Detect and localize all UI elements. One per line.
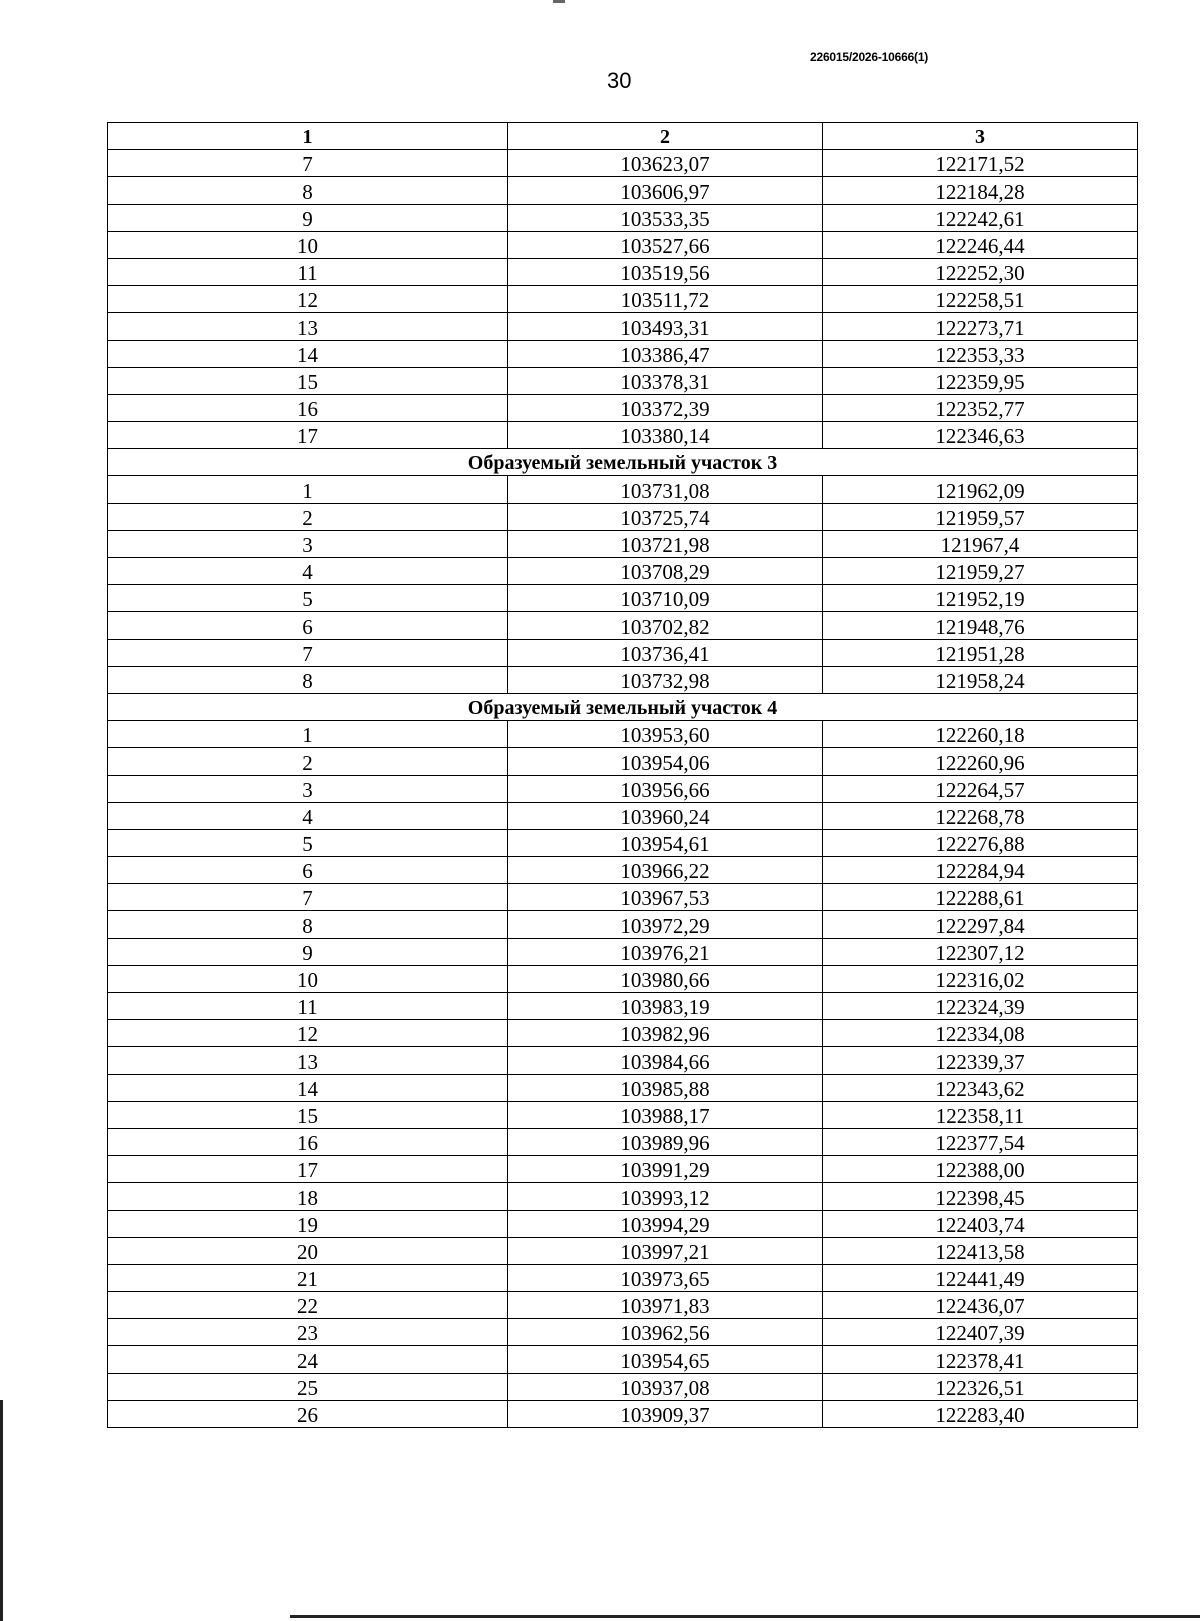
x-coordinate-cell: 103736,41 bbox=[508, 639, 823, 666]
point-number-cell: 3 bbox=[108, 775, 508, 802]
table-row bbox=[108, 476, 1138, 503]
table-row bbox=[108, 802, 1138, 829]
y-coordinate-cell: 122326,51 bbox=[823, 1373, 1138, 1400]
point-number-cell: 22 bbox=[108, 1292, 508, 1319]
table-row bbox=[108, 367, 1138, 394]
y-coordinate-cell: 122403,74 bbox=[823, 1210, 1138, 1237]
x-coordinate-cell: 103988,17 bbox=[508, 1101, 823, 1128]
x-coordinate-cell: 103909,37 bbox=[508, 1400, 823, 1427]
section-title: Образуемый земельный участок 3 bbox=[108, 449, 1138, 476]
table-row bbox=[108, 394, 1138, 421]
table-row bbox=[108, 911, 1138, 938]
point-number-cell: 9 bbox=[108, 204, 508, 231]
table-row bbox=[108, 666, 1138, 693]
point-number-cell: 7 bbox=[108, 884, 508, 911]
point-number-cell: 5 bbox=[108, 829, 508, 856]
y-coordinate-cell: 122339,37 bbox=[823, 1047, 1138, 1074]
point-number-cell: 6 bbox=[108, 612, 508, 639]
x-coordinate-cell: 103606,97 bbox=[508, 177, 823, 204]
x-coordinate-cell: 103985,88 bbox=[508, 1074, 823, 1101]
table-row bbox=[108, 313, 1138, 340]
y-coordinate-cell: 122264,57 bbox=[823, 775, 1138, 802]
point-number-cell: 11 bbox=[108, 258, 508, 285]
point-number-cell: 24 bbox=[108, 1346, 508, 1373]
table-row bbox=[108, 748, 1138, 775]
y-coordinate-cell: 122276,88 bbox=[823, 829, 1138, 856]
x-coordinate-cell: 103623,07 bbox=[508, 150, 823, 177]
point-number-cell: 3 bbox=[108, 530, 508, 557]
table-row bbox=[108, 258, 1138, 285]
point-number-cell: 6 bbox=[108, 857, 508, 884]
table-row bbox=[108, 422, 1138, 449]
y-coordinate-cell: 122343,62 bbox=[823, 1074, 1138, 1101]
x-coordinate-cell: 103721,98 bbox=[508, 530, 823, 557]
point-number-cell: 4 bbox=[108, 802, 508, 829]
table-row bbox=[108, 558, 1138, 585]
y-coordinate-cell: 122436,07 bbox=[823, 1292, 1138, 1319]
point-number-cell: 2 bbox=[108, 748, 508, 775]
x-coordinate-cell: 103956,66 bbox=[508, 775, 823, 802]
table-row bbox=[108, 1128, 1138, 1155]
point-number-cell: 17 bbox=[108, 1156, 508, 1183]
x-coordinate-cell: 103372,39 bbox=[508, 394, 823, 421]
y-coordinate-cell: 122268,78 bbox=[823, 802, 1138, 829]
column-header-y: 3 bbox=[823, 123, 1138, 150]
point-number-cell: 10 bbox=[108, 965, 508, 992]
point-number-cell: 15 bbox=[108, 1101, 508, 1128]
table-row bbox=[108, 938, 1138, 965]
y-coordinate-cell: 122324,39 bbox=[823, 993, 1138, 1020]
x-coordinate-cell: 103993,12 bbox=[508, 1183, 823, 1210]
x-coordinate-cell: 103533,35 bbox=[508, 204, 823, 231]
table-row bbox=[108, 204, 1138, 231]
y-coordinate-cell: 121948,76 bbox=[823, 612, 1138, 639]
page-number: 30 bbox=[607, 68, 632, 93]
column-header-point: 1 bbox=[108, 123, 508, 150]
y-coordinate-cell: 122288,61 bbox=[823, 884, 1138, 911]
table-row bbox=[108, 1183, 1138, 1210]
y-coordinate-cell: 122359,95 bbox=[823, 367, 1138, 394]
x-coordinate-cell: 103732,98 bbox=[508, 666, 823, 693]
y-coordinate-cell: 121958,24 bbox=[823, 666, 1138, 693]
point-number-cell: 10 bbox=[108, 231, 508, 258]
x-coordinate-cell: 103380,14 bbox=[508, 422, 823, 449]
y-coordinate-cell: 122284,94 bbox=[823, 857, 1138, 884]
table-row bbox=[108, 612, 1138, 639]
y-coordinate-cell: 121951,28 bbox=[823, 639, 1138, 666]
x-coordinate-cell: 103980,66 bbox=[508, 965, 823, 992]
table-row bbox=[108, 993, 1138, 1020]
table-row bbox=[108, 1264, 1138, 1291]
point-number-cell: 23 bbox=[108, 1319, 508, 1346]
x-coordinate-cell: 103386,47 bbox=[508, 340, 823, 367]
point-number-cell: 5 bbox=[108, 585, 508, 612]
y-coordinate-cell: 121962,09 bbox=[823, 476, 1138, 503]
table-row bbox=[108, 585, 1138, 612]
point-number-cell: 16 bbox=[108, 1128, 508, 1155]
y-coordinate-cell: 122358,11 bbox=[823, 1101, 1138, 1128]
table-row bbox=[108, 1047, 1138, 1074]
x-coordinate-cell: 103982,96 bbox=[508, 1020, 823, 1047]
table-header-row bbox=[108, 123, 1138, 150]
section-row-plot-3 bbox=[108, 449, 1138, 476]
x-coordinate-cell: 103976,21 bbox=[508, 938, 823, 965]
x-coordinate-cell: 103994,29 bbox=[508, 1210, 823, 1237]
point-number-cell: 16 bbox=[108, 394, 508, 421]
table-row bbox=[108, 775, 1138, 802]
y-coordinate-cell: 122441,49 bbox=[823, 1264, 1138, 1291]
x-coordinate-cell: 103983,19 bbox=[508, 993, 823, 1020]
table-row bbox=[108, 150, 1138, 177]
x-coordinate-cell: 103710,09 bbox=[508, 585, 823, 612]
table-row bbox=[108, 857, 1138, 884]
x-coordinate-cell: 103972,29 bbox=[508, 911, 823, 938]
point-number-cell: 25 bbox=[108, 1373, 508, 1400]
scan-edge-left bbox=[0, 1400, 3, 1621]
table-row bbox=[108, 503, 1138, 530]
table-row bbox=[108, 1319, 1138, 1346]
point-number-cell: 9 bbox=[108, 938, 508, 965]
point-number-cell: 11 bbox=[108, 993, 508, 1020]
y-coordinate-cell: 122413,58 bbox=[823, 1237, 1138, 1264]
y-coordinate-cell: 122283,40 bbox=[823, 1400, 1138, 1427]
point-number-cell: 8 bbox=[108, 666, 508, 693]
x-coordinate-cell: 103954,06 bbox=[508, 748, 823, 775]
table-row bbox=[108, 1210, 1138, 1237]
y-coordinate-cell: 122273,71 bbox=[823, 313, 1138, 340]
x-coordinate-cell: 103511,72 bbox=[508, 286, 823, 313]
table-row bbox=[108, 721, 1138, 748]
point-number-cell: 15 bbox=[108, 367, 508, 394]
y-coordinate-cell: 121959,27 bbox=[823, 558, 1138, 585]
y-coordinate-cell: 121959,57 bbox=[823, 503, 1138, 530]
table-row bbox=[108, 231, 1138, 258]
y-coordinate-cell: 122260,96 bbox=[823, 748, 1138, 775]
y-coordinate-cell: 122307,12 bbox=[823, 938, 1138, 965]
y-coordinate-cell: 122388,00 bbox=[823, 1156, 1138, 1183]
table-row bbox=[108, 1400, 1138, 1427]
section-title: Образуемый земельный участок 4 bbox=[108, 693, 1138, 720]
x-coordinate-cell: 103973,65 bbox=[508, 1264, 823, 1291]
y-coordinate-cell: 122258,51 bbox=[823, 286, 1138, 313]
y-coordinate-cell: 122334,08 bbox=[823, 1020, 1138, 1047]
x-coordinate-cell: 103702,82 bbox=[508, 612, 823, 639]
scan-mark bbox=[553, 0, 565, 3]
document-number: 226015/2026-10666(1) bbox=[810, 50, 929, 64]
point-number-cell: 1 bbox=[108, 476, 508, 503]
x-coordinate-cell: 103962,56 bbox=[508, 1319, 823, 1346]
table-row bbox=[108, 1292, 1138, 1319]
point-number-cell: 7 bbox=[108, 639, 508, 666]
y-coordinate-cell: 122242,61 bbox=[823, 204, 1138, 231]
x-coordinate-cell: 103989,96 bbox=[508, 1128, 823, 1155]
y-coordinate-cell: 122407,39 bbox=[823, 1319, 1138, 1346]
point-number-cell: 12 bbox=[108, 1020, 508, 1047]
point-number-cell: 21 bbox=[108, 1264, 508, 1291]
y-coordinate-cell: 122260,18 bbox=[823, 721, 1138, 748]
point-number-cell: 7 bbox=[108, 150, 508, 177]
table-row bbox=[108, 1020, 1138, 1047]
table-row bbox=[108, 639, 1138, 666]
x-coordinate-cell: 103953,60 bbox=[508, 721, 823, 748]
table-row bbox=[108, 1074, 1138, 1101]
table-row bbox=[108, 1373, 1138, 1400]
table-row bbox=[108, 286, 1138, 313]
point-number-cell: 18 bbox=[108, 1183, 508, 1210]
x-coordinate-cell: 103937,08 bbox=[508, 1373, 823, 1400]
point-number-cell: 1 bbox=[108, 721, 508, 748]
y-coordinate-cell: 122252,30 bbox=[823, 258, 1138, 285]
point-number-cell: 19 bbox=[108, 1210, 508, 1237]
table-row bbox=[108, 530, 1138, 557]
point-number-cell: 17 bbox=[108, 422, 508, 449]
y-coordinate-cell: 122171,52 bbox=[823, 150, 1138, 177]
point-number-cell: 14 bbox=[108, 340, 508, 367]
table-row bbox=[108, 1156, 1138, 1183]
table-row bbox=[108, 1346, 1138, 1373]
x-coordinate-cell: 103493,31 bbox=[508, 313, 823, 340]
scan-edge-bottom bbox=[290, 1615, 1200, 1618]
point-number-cell: 13 bbox=[108, 1047, 508, 1074]
table-row bbox=[108, 829, 1138, 856]
table-row bbox=[108, 965, 1138, 992]
x-coordinate-cell: 103971,83 bbox=[508, 1292, 823, 1319]
x-coordinate-cell: 103997,21 bbox=[508, 1237, 823, 1264]
y-coordinate-cell: 122246,44 bbox=[823, 231, 1138, 258]
x-coordinate-cell: 103954,65 bbox=[508, 1346, 823, 1373]
x-coordinate-cell: 103967,53 bbox=[508, 884, 823, 911]
y-coordinate-cell: 122353,33 bbox=[823, 340, 1138, 367]
y-coordinate-cell: 122297,84 bbox=[823, 911, 1138, 938]
x-coordinate-cell: 103984,66 bbox=[508, 1047, 823, 1074]
x-coordinate-cell: 103954,61 bbox=[508, 829, 823, 856]
table-row bbox=[108, 1101, 1138, 1128]
y-coordinate-cell: 122377,54 bbox=[823, 1128, 1138, 1155]
y-coordinate-cell: 122398,45 bbox=[823, 1183, 1138, 1210]
point-number-cell: 20 bbox=[108, 1237, 508, 1264]
point-number-cell: 12 bbox=[108, 286, 508, 313]
point-number-cell: 13 bbox=[108, 313, 508, 340]
x-coordinate-cell: 103527,66 bbox=[508, 231, 823, 258]
y-coordinate-cell: 122316,02 bbox=[823, 965, 1138, 992]
section-row-plot-4 bbox=[108, 693, 1138, 720]
x-coordinate-cell: 103725,74 bbox=[508, 503, 823, 530]
y-coordinate-cell: 122184,28 bbox=[823, 177, 1138, 204]
point-number-cell: 26 bbox=[108, 1400, 508, 1427]
x-coordinate-cell: 103731,08 bbox=[508, 476, 823, 503]
y-coordinate-cell: 122352,77 bbox=[823, 394, 1138, 421]
point-number-cell: 4 bbox=[108, 558, 508, 585]
x-coordinate-cell: 103708,29 bbox=[508, 558, 823, 585]
table-row bbox=[108, 340, 1138, 367]
table-row bbox=[108, 177, 1138, 204]
column-header-x: 2 bbox=[508, 123, 823, 150]
x-coordinate-cell: 103519,56 bbox=[508, 258, 823, 285]
point-number-cell: 2 bbox=[108, 503, 508, 530]
x-coordinate-cell: 103991,29 bbox=[508, 1156, 823, 1183]
point-number-cell: 8 bbox=[108, 177, 508, 204]
x-coordinate-cell: 103966,22 bbox=[508, 857, 823, 884]
point-number-cell: 8 bbox=[108, 911, 508, 938]
table-row bbox=[108, 1237, 1138, 1264]
y-coordinate-cell: 122346,63 bbox=[823, 422, 1138, 449]
point-number-cell: 14 bbox=[108, 1074, 508, 1101]
coordinates-table bbox=[107, 122, 1138, 1428]
y-coordinate-cell: 121952,19 bbox=[823, 585, 1138, 612]
x-coordinate-cell: 103960,24 bbox=[508, 802, 823, 829]
y-coordinate-cell: 121967,4 bbox=[823, 530, 1138, 557]
y-coordinate-cell: 122378,41 bbox=[823, 1346, 1138, 1373]
x-coordinate-cell: 103378,31 bbox=[508, 367, 823, 394]
table-row bbox=[108, 884, 1138, 911]
